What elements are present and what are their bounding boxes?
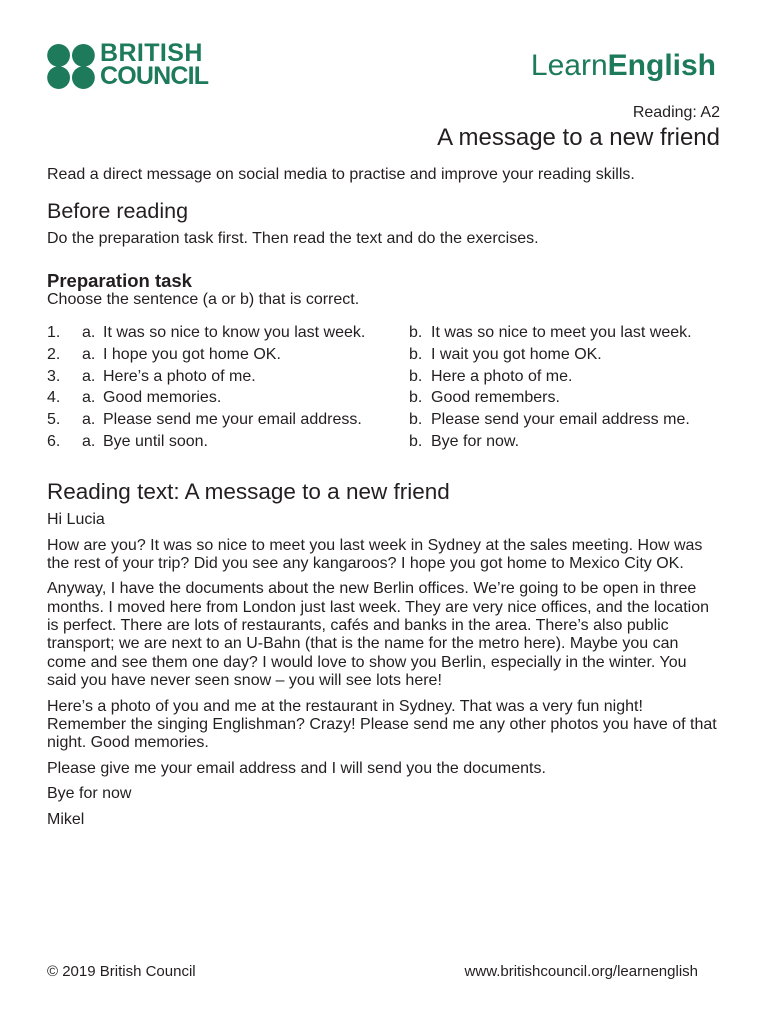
footer-copyright: © 2019 British Council — [47, 963, 196, 980]
task-item-number: 3. — [47, 367, 61, 385]
paragraph-line: come and see them one day? I would love to show you Berlin, especially in the winter. You — [47, 653, 687, 671]
paragraph-line: transport; we are next to an U-Bahn (that is the name for the metro here). Maybe you can — [47, 635, 679, 653]
paragraph — [47, 580, 737, 690]
option-b-label: b. — [409, 345, 423, 363]
british-council-logo-line1: BRITISH — [100, 39, 203, 67]
task-item — [0, 431, 768, 453]
footer-url: www.britishcouncil.org/learnenglish — [464, 963, 698, 980]
before-reading-instructions: Do the preparation task first. Then read the text and do the exercises. — [47, 230, 539, 247]
paragraph-line: the rest of your trip? Did you see any kangaroos? I hope you got home to Mexico City OK. — [47, 554, 684, 572]
task-list — [0, 322, 768, 453]
option-b-text: Here a photo of me. — [431, 367, 573, 385]
paragraph-line: Here’s a photo of you and me at the restaurant in Sydney. That was a very fun night! — [47, 697, 643, 715]
paragraph-line: is perfect. There are lots of restaurants, cafés and banks in the area. There’s also public — [47, 617, 669, 635]
four-circles-icon — [47, 44, 95, 89]
paragraph-line: Anyway, I have the documents about the new Berlin offices. We’re going to be open in three — [47, 580, 697, 598]
option-b-text: I wait you got home OK. — [431, 345, 602, 363]
task-item-number: 4. — [47, 389, 61, 407]
reading-text-body — [47, 511, 737, 837]
level-label: Reading: A2 — [632, 104, 720, 121]
task-item-number: 6. — [47, 432, 61, 450]
task-item — [0, 344, 768, 366]
option-a-text: Good memories. — [103, 389, 222, 407]
option-a-text: Here’s a photo of me. — [103, 367, 256, 385]
option-a-label: a. — [82, 324, 96, 341]
option-a-label: a. — [82, 389, 96, 407]
closing — [47, 785, 737, 803]
option-a-label: a. — [82, 411, 96, 429]
signature-line: Mikel — [47, 810, 85, 828]
signature — [47, 811, 737, 829]
paragraph-line: Please give me your email address and I will send you the documents. — [47, 759, 546, 777]
task-item-number: 2. — [47, 345, 61, 363]
closing-line: Bye for now — [47, 785, 132, 803]
task-item — [0, 387, 768, 409]
intro-text: Read a direct message on social media to practise and improve your reading skills. — [47, 166, 635, 183]
preparation-task-heading: Preparation task — [47, 270, 192, 291]
task-item — [0, 366, 768, 388]
option-b-text: Bye for now. — [431, 432, 520, 450]
paragraph-line: said you have never seen snow – you will see lots here! — [47, 671, 442, 689]
option-a-text: Please send me your email address. — [103, 411, 362, 429]
greeting-line: Hi Lucia — [47, 511, 105, 528]
learnenglish-logo-learn: Learn — [530, 49, 608, 82]
option-b-label: b. — [409, 411, 423, 429]
task-item — [0, 322, 768, 344]
option-b-text: Good remembers. — [431, 389, 560, 407]
task-item — [0, 409, 768, 431]
preparation-task-instructions: Choose the sentence (a or b) that is correct. — [47, 291, 360, 308]
learnenglish-logo-english: English — [607, 49, 716, 82]
option-b-label: b. — [409, 367, 423, 385]
paragraph-line: night. Good memories. — [47, 734, 209, 752]
option-b-label: b. — [409, 324, 423, 341]
option-a-label: a. — [82, 367, 96, 385]
option-a-text: It was so nice to know you last week. — [103, 324, 366, 341]
paragraph-line: months. I moved here from London just last week. They are very nice offices, and the location — [47, 598, 709, 616]
paragraph — [47, 537, 737, 574]
paragraph-line: Remember the singing Englishman? Crazy! Please send me any other photos you have of that — [47, 715, 717, 733]
option-a-text: Bye until soon. — [103, 432, 208, 450]
reading-text-heading: Reading text: A message to a new friend — [47, 479, 450, 504]
option-b-text: Please send your email address me. — [431, 411, 690, 429]
option-a-text: I hope you got home OK. — [103, 345, 281, 363]
option-a-label: a. — [82, 345, 96, 363]
option-a-label: a. — [82, 432, 96, 450]
paragraph — [47, 760, 737, 778]
option-b-label: b. — [409, 389, 423, 407]
page-title: A message to a new friend — [437, 124, 720, 151]
paragraph — [47, 698, 737, 753]
before-reading-heading: Before reading — [47, 199, 189, 223]
paragraph-line: How are you? It was so nice to meet you last week in Sydney at the sales meeting. How was — [47, 536, 703, 554]
british-council-logo-line2: COUNCIL — [100, 61, 209, 90]
option-b-label: b. — [409, 432, 423, 450]
task-item-number: 5. — [47, 411, 61, 429]
option-b-text: It was so nice to meet you last week. — [431, 324, 692, 341]
greeting — [47, 511, 737, 529]
task-item-number: 1. — [47, 324, 61, 341]
learnenglish-logo — [531, 49, 716, 83]
